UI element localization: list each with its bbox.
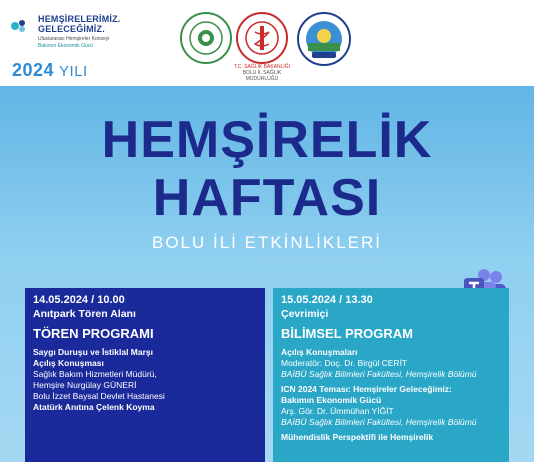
brand-theme: Bakımın Ekonomik Gücü	[38, 43, 94, 49]
ceremony-item: Hemşire Nurgülay GÜNERİ	[33, 380, 137, 390]
brand-logo	[10, 14, 140, 54]
scientific-item: BAİBÜ Sağlık Bilimleri Fakültesi, Hemşirelik Bölümü	[281, 417, 477, 427]
ceremony-item: Açılış Konuşması	[33, 358, 104, 368]
scientific-item: Mühendislik Perspektifi ile Hemşirelik	[281, 432, 434, 442]
year-number: 2024	[12, 60, 55, 80]
ministry-of-health-seal-icon	[236, 12, 288, 64]
scientific-place: Çevrimiçi	[281, 308, 329, 320]
brand-subtitle: Uluslararası Hemşireler Konseyi	[38, 36, 110, 42]
ministry-caption	[228, 64, 296, 82]
scientific-heading: BİLİMSEL PROGRAM	[281, 326, 413, 341]
ceremony-heading: TÖREN PROGRAMI	[33, 326, 154, 341]
year-suffix: YILI	[59, 63, 88, 80]
header	[0, 0, 534, 86]
scientific-item: ICN 2024 Teması: Hemşireler Geleceğimiz:	[281, 384, 452, 394]
scientific-item: Moderatör: Doç. Dr. Birgül CERİT	[281, 358, 408, 368]
title-line2: HAFTASI	[152, 169, 382, 227]
governorship-seal-icon	[297, 12, 351, 66]
ceremony-place: Anıtpark Tören Alanı	[33, 308, 136, 320]
scientific-item: Arş. Gör. Dr. Ümmühan YİĞİT	[281, 406, 394, 416]
ceremony-item: Sağlık Bakım Hizmetleri Müdürü,	[33, 369, 157, 379]
ministry-caption-sub: BOLU İL SAĞLIK MÜDÜRLÜĞÜ	[242, 70, 282, 82]
title-line1: HEMŞİRELİK	[101, 111, 433, 169]
ceremony-date: 14.05.2024 / 10.00	[33, 294, 125, 306]
scientific-panel	[273, 288, 509, 462]
brand-line1: HEMŞİRELERİMİZ.	[38, 14, 121, 24]
ceremony-panel	[25, 288, 265, 462]
scientific-item: Açılış Konuşmaları	[281, 347, 358, 357]
brand-line2: GELECEĞİMİZ.	[38, 24, 105, 34]
university-seal-icon	[180, 12, 232, 64]
ceremony-item: Saygı Duruşu ve İstiklal Marşı	[33, 347, 153, 357]
scientific-item: BAİBÜ Sağlık Bilimleri Fakültesi, Hemşirelik Bölümü	[281, 369, 477, 379]
ministry-caption-title: T.C. SAĞLIK BAKANLIĞI	[233, 64, 291, 70]
year-label	[12, 60, 88, 81]
ceremony-item: Atatürk Anıtına Çelenk Koyma	[33, 402, 155, 412]
ceremony-item: Bolu İzzet Baysal Devlet Hastanesi	[33, 391, 165, 401]
scientific-item: Bakımın Ekonomik Gücü	[281, 395, 382, 405]
subtitle: BOLU İLİ ETKİNLİKLERİ	[151, 233, 382, 252]
brand-logo-icon	[10, 18, 34, 34]
scientific-date: 15.05.2024 / 13.30	[281, 294, 373, 306]
